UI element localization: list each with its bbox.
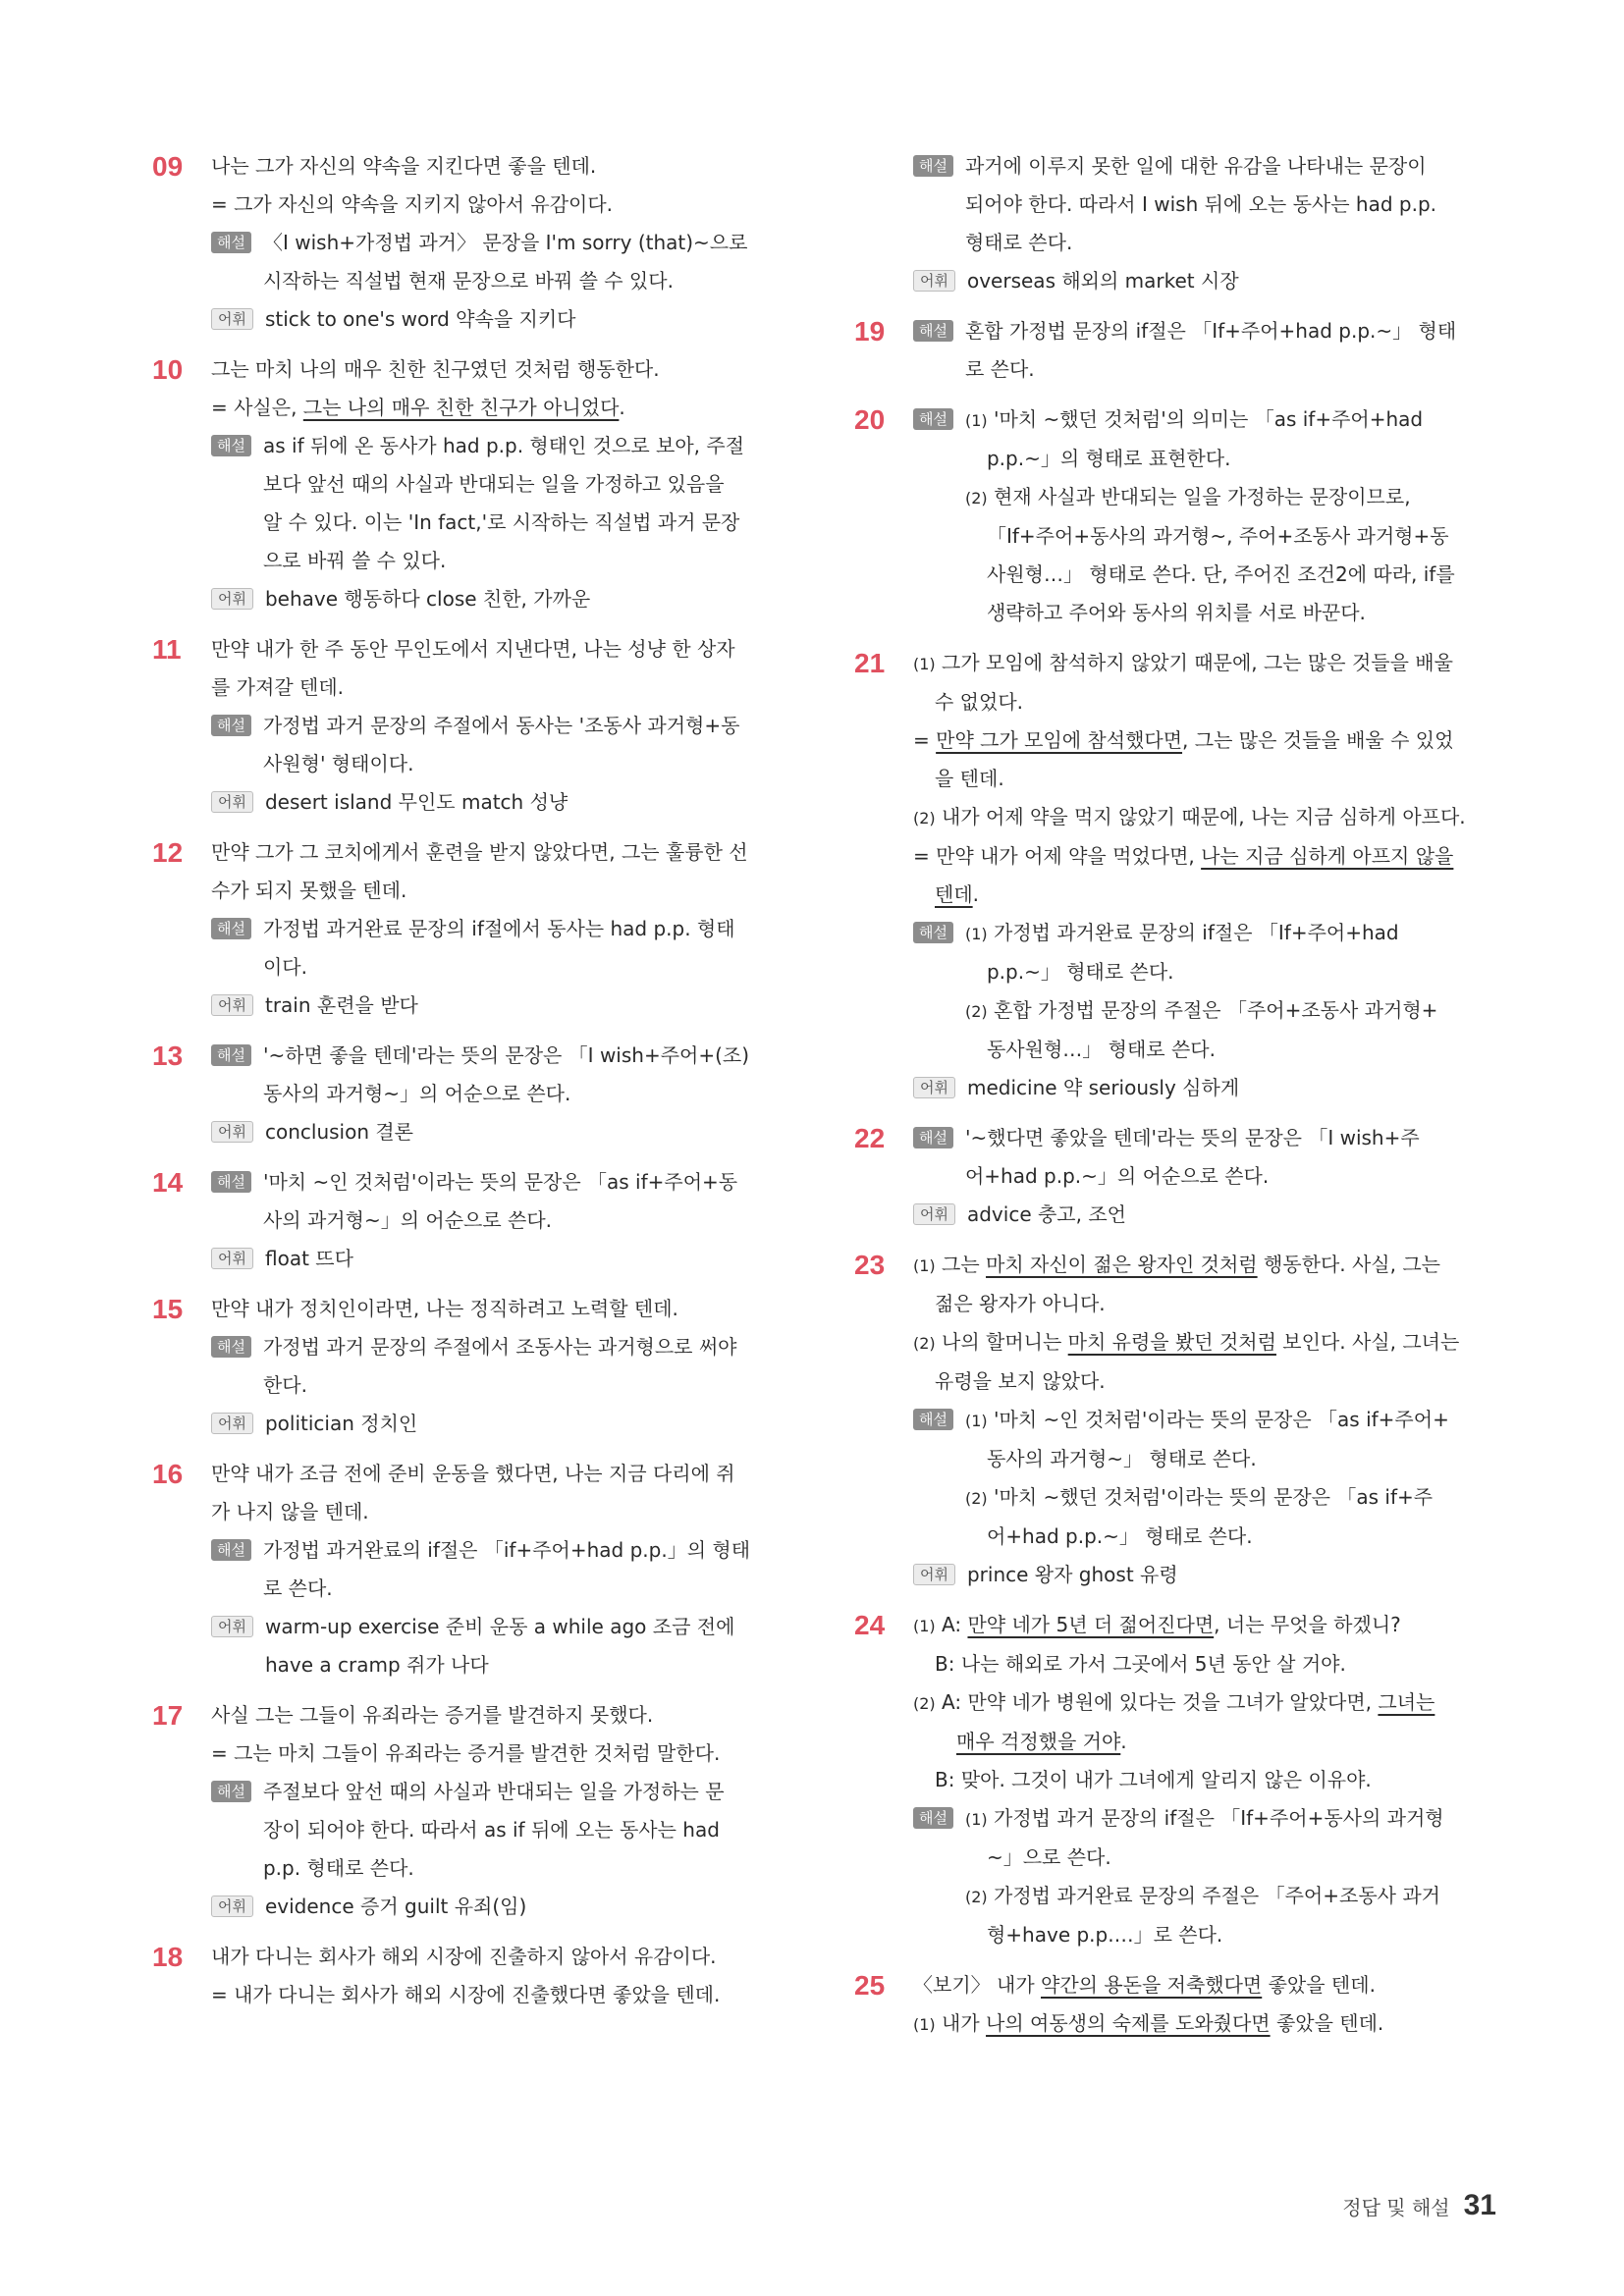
item-number: 18: [152, 1942, 184, 1972]
explanation-tag: 해설: [211, 232, 251, 253]
answer-22: [854, 1119, 1502, 1234]
explanation-text: 시작하는 직설법 현재 문장으로 바꿔 쓸 수 있다.: [262, 269, 674, 293]
sentence-text: = 만약 그가 모임에 참석했다면, 그는 많은 것들을 배울 수 있었: [913, 728, 1454, 752]
item-number: 16: [152, 1459, 184, 1489]
left-column: [152, 147, 800, 2014]
sub-number: (1): [913, 2015, 936, 2034]
sub-number: (2): [964, 1888, 988, 1906]
answer-16: [152, 1455, 800, 1684]
underlined-answer: 나는 지금 심하게 아프지 않을: [1201, 844, 1454, 868]
dialogue-line: B: 나는 해외로 가서 그곳에서 5년 동안 살 거야.: [935, 1652, 1346, 1676]
explanation-text: 생략하고 주어와 동사의 위치를 서로 바꾼다.: [986, 601, 1366, 624]
item-number: 14: [152, 1167, 184, 1198]
sentence-text: 가 나지 않을 텐데.: [211, 1500, 369, 1523]
sentence-text: 를 가져갈 텐데.: [211, 675, 344, 699]
answer-09: [152, 147, 800, 339]
explanation-tag: 해설: [913, 922, 953, 943]
explanation-text: 장이 되어야 한다. 따라서 as if 뒤에 오는 동사는 had: [262, 1818, 720, 1842]
underlined-answer: 텐데: [935, 882, 973, 906]
explanation-text: 알 수 있다. 이는 'In fact,'로 시작하는 직설법 과거 문장: [262, 510, 740, 534]
explanation-tag: 해설: [211, 1781, 251, 1802]
explanation-text: '마치 ~인 것처럼'이라는 뜻의 문장은 「as if+주어+동: [262, 1170, 738, 1194]
vocabulary-text: conclusion 결론: [264, 1120, 414, 1144]
vocabulary-text: warm-up exercise 준비 운동 a while ago 조금 전에: [264, 1615, 735, 1638]
sub-number: (2): [964, 1002, 988, 1021]
vocabulary-text: politician 정치인: [264, 1412, 418, 1435]
item-number: 20: [854, 404, 886, 435]
explanation-tag: 해설: [211, 1539, 251, 1561]
vocabulary-tag: 어휘: [211, 1616, 253, 1637]
explanation-text: 보다 앞선 때의 사실과 반대되는 일을 가정하고 있음을: [262, 472, 725, 496]
answer-21: [854, 644, 1502, 1107]
explanation-text: 형태로 쓴다.: [964, 231, 1073, 254]
sentence-text: 을 텐데.: [935, 767, 1004, 790]
dialogue-line: B: 맞아. 그것이 내가 그녀에게 알리지 않은 이유야.: [935, 1768, 1372, 1791]
sentence-text: (2) 나의 할머니는 마치 유령을 봤던 것처럼 보인다. 사실, 그녀는: [913, 1330, 1460, 1354]
sentence-text: 〈보기〉 내가 약간의 용돈을 저축했다면 좋았을 텐데.: [913, 1973, 1376, 1997]
explanation-text: 가정법 과거완료 문장의 if절에서 동사는 had p.p. 형태: [262, 917, 735, 940]
answer-14: [152, 1163, 800, 1278]
explanation-text: 사의 과거형~」의 어순으로 쓴다.: [262, 1208, 553, 1232]
vocabulary-text: behave 행동하다 close 친한, 가까운: [264, 587, 591, 611]
answer-12: [152, 833, 800, 1025]
explanation-text: 로 쓴다.: [262, 1576, 333, 1600]
vocabulary-text: float 뜨다: [264, 1247, 353, 1270]
explanation-tag: 해설: [211, 715, 251, 736]
sub-number: (1): [964, 925, 988, 943]
vocabulary-text: prince 왕자 ghost 유령: [966, 1563, 1178, 1586]
item-number: 17: [152, 1700, 184, 1731]
item-number: 24: [854, 1610, 886, 1640]
underlined-answer: 나의 여동생의 숙제를 도와줬다면: [986, 2011, 1271, 2035]
explanation-text: (2) '마치 ~했던 것처럼'이라는 뜻의 문장은 「as if+주: [964, 1485, 1434, 1509]
vocabulary-tag: 어휘: [211, 994, 253, 1016]
explanation-text: 이다.: [262, 955, 307, 979]
sub-number: (1): [964, 1810, 988, 1829]
item-number: 25: [854, 1970, 886, 2001]
explanation-text: 사원형' 형태이다.: [262, 752, 414, 775]
sub-number: (2): [913, 1334, 936, 1353]
explanation-text: as if 뒤에 온 동사가 had p.p. 형태인 것으로 보아, 주절: [262, 434, 745, 457]
explanation-tag: 해설: [211, 1044, 251, 1066]
sentence-text: (1) 내가 나의 여동생의 숙제를 도와줬다면 좋았을 텐데.: [913, 2011, 1384, 2035]
explanation-text: 가정법 과거 문장의 주절에서 조동사는 과거형으로 써야: [262, 1335, 737, 1359]
sentence-text: (1) 그는 마치 자신이 젊은 왕자인 것처럼 행동한다. 사실, 그는: [913, 1253, 1440, 1276]
item-number: 22: [854, 1123, 886, 1153]
answer-17: [152, 1696, 800, 1926]
explanation-tag: 해설: [913, 408, 953, 430]
vocabulary-tag: 어휘: [211, 308, 253, 330]
sentence-text: = 내가 다니는 회사가 해외 시장에 진출했다면 좋았을 텐데.: [211, 1983, 721, 2006]
explanation-text: (1) '마치 ~인 것처럼'이라는 뜻의 문장은 「as if+주어+: [964, 1408, 1449, 1431]
sentence-text: 유령을 보지 않았다.: [935, 1369, 1106, 1393]
answer-15: [152, 1290, 800, 1443]
sentence-text: = 그가 자신의 약속을 지키지 않아서 유감이다.: [211, 192, 614, 216]
sub-number: (1): [964, 1412, 988, 1430]
sentence-text: = 사실은, 그는 나의 매우 친한 친구가 아니었다.: [211, 396, 625, 419]
dialogue-line: (1) A: 만약 네가 5년 더 젊어진다면, 너는 무엇을 하겠니?: [913, 1613, 1401, 1636]
answer-23: [854, 1246, 1502, 1594]
vocabulary-tag: 어휘: [913, 1077, 955, 1098]
sub-number: (2): [913, 1694, 936, 1713]
explanation-text: 어+had p.p.~」의 어순으로 쓴다.: [964, 1164, 1270, 1188]
explanation-tag: 해설: [913, 320, 953, 342]
explanation-text: (1) '마치 ~했던 것처럼'의 의미는 「as if+주어+had: [964, 407, 1424, 431]
vocabulary-text: evidence 증거 guilt 유죄(임): [264, 1895, 527, 1918]
explanation-tag: 해설: [913, 1127, 953, 1148]
page-footer: [1342, 2189, 1496, 2222]
sentence-text: 젊은 왕자가 아니다.: [935, 1292, 1106, 1315]
explanation-text: 어+had p.p.~」 형태로 쓴다.: [986, 1524, 1253, 1548]
sub-number: (1): [913, 1617, 936, 1635]
answer-11: [152, 630, 800, 822]
right-column: [854, 147, 1502, 2044]
vocabulary-tag: 어휘: [211, 588, 253, 610]
underlined-answer: 마치 유령을 봤던 것처럼: [1067, 1330, 1276, 1354]
explanation-text: 동사의 과거형~」 형태로 쓴다.: [986, 1447, 1257, 1470]
item-number: 11: [152, 634, 182, 665]
vocabulary-tag: 어휘: [913, 1203, 955, 1225]
underlined-answer: 마치 자신이 젊은 왕자인 것처럼: [986, 1253, 1258, 1276]
answer-20: [854, 400, 1502, 632]
sentence-text: (2) 내가 어제 약을 먹지 않았기 때문에, 나는 지금 심하게 아프다.: [913, 805, 1466, 828]
explanation-text: 동사의 과거형~」의 어순으로 쓴다.: [262, 1082, 571, 1105]
explanation-text: '~했다면 좋았을 텐데'라는 뜻의 문장은 「I wish+주: [964, 1126, 1420, 1149]
page-number: 31: [1463, 2189, 1496, 2221]
sub-number: (2): [913, 809, 936, 828]
explanation-text: 사원형…」 형태로 쓴다. 단, 주어진 조건2에 따라, if를: [986, 562, 1455, 586]
sub-number: (2): [964, 489, 988, 507]
item-number: 23: [854, 1250, 886, 1280]
item-number: 19: [854, 316, 886, 347]
explanation-tag: 해설: [211, 1336, 251, 1358]
sentence-text: 만약 그가 그 코치에게서 훈련을 받지 않았다면, 그는 훌륭한 선: [211, 840, 748, 864]
explanation-tag: 해설: [913, 1807, 953, 1829]
underlined-answer: 만약 그가 모임에 참석했다면: [936, 728, 1183, 752]
explanation-text: 형+have p.p.…」로 쓴다.: [986, 1923, 1223, 1947]
item-number: 12: [152, 837, 184, 868]
sentence-text: 나는 그가 자신의 약속을 지킨다면 좋을 텐데.: [211, 154, 597, 178]
sentence-text: (1) 그가 모임에 참석하지 않았기 때문에, 그는 많은 것들을 배울: [913, 651, 1453, 674]
explanation-text: p.p.~」 형태로 쓴다.: [986, 960, 1174, 984]
item-number: 10: [152, 354, 184, 385]
sentence-text: = 그는 마치 그들이 유죄라는 증거를 발견한 것처럼 말한다.: [211, 1741, 721, 1765]
explanation-text: (1) 가정법 과거완료 문장의 if절은 「If+주어+had: [964, 921, 1399, 944]
footer-label: 정답 및 해설: [1342, 2196, 1450, 2219]
vocabulary-tag: 어휘: [211, 791, 253, 813]
explanation-tag: 해설: [913, 155, 953, 177]
vocabulary-tag: 어휘: [211, 1896, 253, 1917]
explanation-tag: 해설: [211, 918, 251, 939]
explanation-text: 「If+주어+동사의 과거형~, 주어+조동사 과거형+동: [986, 524, 1449, 548]
dialogue-line: (2) A: 만약 네가 병원에 있다는 것을 그녀가 알았다면, 그녀는: [913, 1690, 1435, 1714]
item-number: 21: [854, 648, 886, 678]
explanation-text: 가정법 과거완료의 if절은 「if+주어+had p.p.」의 형태: [262, 1538, 751, 1562]
underlined-answer: 만약 네가 5년 더 젊어진다면: [967, 1613, 1215, 1636]
vocabulary-tag: 어휘: [913, 270, 955, 292]
explanation-text: '~하면 좋을 텐데'라는 뜻의 문장은 「I wish+주어+(조): [262, 1043, 750, 1067]
sentence-text: 수가 되지 못했을 텐데.: [211, 879, 407, 902]
explanation-text: 주절보다 앞선 때의 사실과 반대되는 일을 가정하는 문: [262, 1780, 725, 1803]
answer-19: [854, 312, 1502, 389]
vocabulary-text: overseas 해외의 market 시장: [966, 269, 1239, 293]
explanation-text: (2) 가정법 과거완료 문장의 주절은 「주어+조동사 과거: [964, 1884, 1440, 1907]
answer-18-continued: [854, 147, 1502, 300]
answer-24: [854, 1606, 1502, 1954]
answer-13: [152, 1037, 800, 1151]
explanation-tag: 해설: [211, 1171, 251, 1193]
sentence-text: 만약 내가 한 주 동안 무인도에서 지낸다면, 나는 성냥 한 상자: [211, 637, 735, 661]
explanation-text: (2) 현재 사실과 반대되는 일을 가정하는 문장이므로,: [964, 485, 1411, 508]
explanation-text: 로 쓴다.: [964, 357, 1035, 381]
sub-number: (2): [964, 1489, 988, 1508]
explanation-tag: 해설: [913, 1409, 953, 1430]
explanation-text: (2) 혼합 가정법 문장의 주절은 「주어+조동사 과거형+: [964, 998, 1438, 1022]
item-number: 15: [152, 1294, 184, 1324]
explanation-text: 동사원형…」 형태로 쓴다.: [986, 1038, 1216, 1061]
explanation-text: 과거에 이루지 못한 일에 대한 유감을 나타내는 문장이: [964, 154, 1427, 178]
vocabulary-text: have a cramp 쥐가 나다: [264, 1653, 489, 1677]
explanation-text: 한다.: [262, 1373, 307, 1397]
sentence-text: = 만약 내가 어제 약을 먹었다면, 나는 지금 심하게 아프지 않을: [913, 844, 1454, 868]
explanation-text: p.p. 형태로 쓴다.: [262, 1856, 414, 1880]
answer-25: [854, 1966, 1502, 2044]
sentence-text: 내가 다니는 회사가 해외 시장에 진출하지 않아서 유감이다.: [211, 1945, 717, 1968]
explanation-text: ~」으로 쓴다.: [986, 1845, 1111, 1869]
sub-number: (1): [913, 655, 936, 673]
sentence-text: 수 없었다.: [935, 690, 1023, 714]
explanation-text: p.p.~」의 형태로 표현한다.: [986, 447, 1231, 470]
vocabulary-text: stick to one's word 약속을 지키다: [264, 307, 576, 331]
sentence-text: 사실 그는 그들이 유죄라는 증거를 발견하지 못했다.: [211, 1703, 654, 1727]
dialogue-line: 매우 걱정했을 거야.: [956, 1730, 1127, 1753]
explanation-text: 〈I wish+가정법 과거〉 문장을 I'm sorry (that)~으로: [262, 231, 748, 254]
explanation-text: 으로 바꿔 쓸 수 있다.: [262, 549, 447, 572]
vocabulary-text: train 훈련을 받다: [264, 993, 418, 1017]
vocabulary-tag: 어휘: [913, 1564, 955, 1585]
explanation-tag: 해설: [211, 435, 251, 456]
sentence-text: 만약 내가 정치인이라면, 나는 정직하려고 노력할 텐데.: [211, 1297, 678, 1320]
explanation-text: (1) 가정법 과거 문장의 if절은 「If+주어+동사의 과거형: [964, 1806, 1444, 1830]
answer-10: [152, 350, 800, 618]
sub-number: (1): [913, 1256, 936, 1275]
vocabulary-tag: 어휘: [211, 1248, 253, 1269]
explanation-text: 혼합 가정법 문장의 if절은 「If+주어+had p.p.~」 형태: [964, 319, 1457, 343]
item-number: 13: [152, 1041, 184, 1071]
underlined-answer: 약간의 용돈을 저축했다면: [1041, 1973, 1263, 1997]
explanation-text: 가정법 과거 문장의 주절에서 동사는 '조동사 과거형+동: [262, 714, 740, 737]
sub-number: (1): [964, 411, 988, 430]
vocabulary-tag: 어휘: [211, 1413, 253, 1434]
underlined-answer: 매우 걱정했을 거야: [956, 1730, 1121, 1753]
vocabulary-tag: 어휘: [211, 1121, 253, 1143]
underlined-answer: 그는 나의 매우 친한 친구가 아니었다: [302, 396, 620, 419]
vocabulary-text: advice 충고, 조언: [966, 1202, 1126, 1226]
vocabulary-text: desert island 무인도 match 성냥: [264, 790, 568, 814]
sentence-text: 만약 내가 조금 전에 준비 운동을 했다면, 나는 지금 다리에 쥐: [211, 1462, 735, 1485]
sentence-text: 텐데.: [935, 882, 979, 906]
answer-18: [152, 1938, 800, 2014]
underlined-answer: 그녀는: [1378, 1690, 1435, 1714]
vocabulary-text: medicine 약 seriously 심하게: [966, 1076, 1240, 1099]
explanation-text: 되어야 한다. 따라서 I wish 뒤에 오는 동사는 had p.p.: [964, 192, 1436, 216]
sentence-text: 그는 마치 나의 매우 친한 친구였던 것처럼 행동한다.: [211, 357, 660, 381]
item-number: 09: [152, 151, 184, 182]
